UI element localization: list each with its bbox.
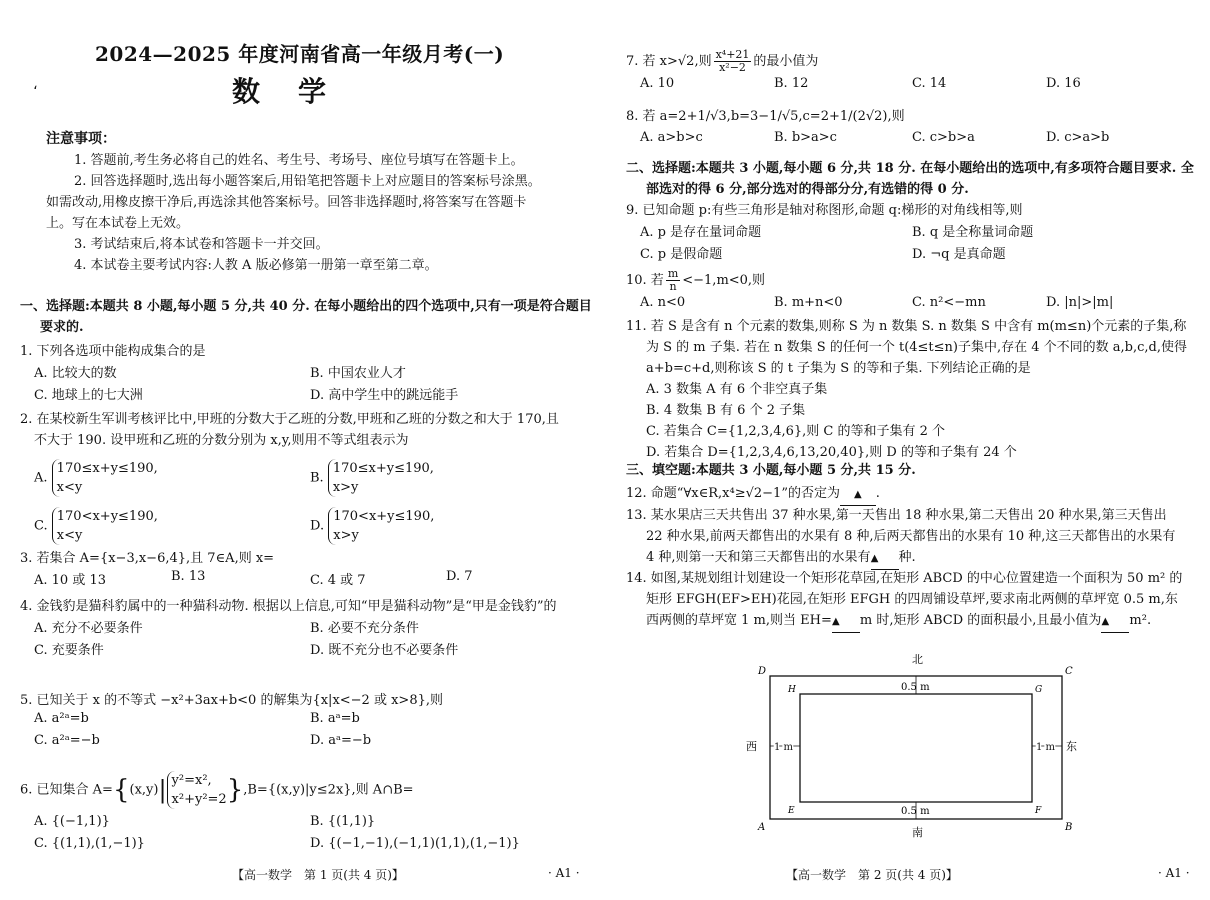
question-12: 12. 命题“∀x∈R,x⁴≥√2−1”的否定为 ▲ . [626, 483, 880, 506]
rect-efgh [800, 694, 1032, 802]
q1-option-a: A. 比较大的数 [34, 366, 117, 381]
q9-option-b: B. q 是全称量词命题 [912, 225, 1034, 240]
label-top-width: 0.5 m [901, 682, 930, 693]
q5-option-d: D. aᵃ=−b [310, 733, 372, 748]
q4-option-b: B. 必要不充分条件 [310, 621, 419, 636]
q6-options [20, 814, 600, 858]
label-north: 北 [912, 653, 923, 666]
label-right-width: 1 m [1036, 742, 1056, 753]
q2-option-d: D. 170<x+y≤190, x>y [310, 509, 435, 543]
question-3 [20, 548, 590, 591]
question-1 [20, 341, 590, 406]
label-south: 南 [912, 826, 923, 839]
vertex-c: C [1065, 666, 1073, 677]
q10-option-d: D. |n|>|m| [1046, 295, 1114, 310]
q4-option-d: D. 既不充分也不必要条件 [310, 643, 459, 658]
q4-option-c: C. 充要条件 [34, 643, 104, 658]
label-west: 西 [746, 740, 757, 753]
notes-title: 注意事项： [46, 131, 116, 147]
q6-option-d: D. {(−1,−1),(−1,1)(1,1),(1,−1)} [310, 836, 520, 851]
vertex-g: G [1035, 685, 1043, 695]
page-2 [606, 0, 1210, 900]
q8-option-a: A. a>b>c [640, 130, 703, 145]
q9-option-a: A. p 是存在量词命题 [640, 225, 762, 240]
question-8 [626, 106, 1196, 152]
label-east: 东 [1066, 740, 1077, 753]
q4-stem: 4. 金钱豹是猫科豹属中的一种猫科动物. 根据以上信息,可知“甲是猫科动物”是“甲是金钱豹”的 [20, 599, 557, 614]
q1-option-b: B. 中国农业人才 [310, 366, 406, 381]
q2-option-b: B. 170≤x+y≤190, x>y [310, 461, 434, 495]
q5-stem: 5. 已知关于 x 的不等式 −x²+3ax+b<0 的解集为{x|x<−2 或 x>8},则 [20, 693, 443, 708]
q5-option-c: C. a²ᵃ=−b [34, 733, 100, 748]
garden-figure [746, 650, 1086, 845]
vertex-a: A [758, 822, 766, 833]
q5-option-b: B. aᵃ=b [310, 711, 360, 726]
vertex-b: B [1065, 822, 1073, 833]
q3-option-d: D. 7 [446, 569, 473, 584]
question-11 [626, 316, 1196, 463]
page-1 [0, 0, 604, 900]
rect-abcd [770, 676, 1062, 819]
q14-answer-blank-1: ▲ [832, 611, 860, 633]
margin-mark: ، [33, 77, 38, 93]
notes-list [46, 150, 551, 276]
q8-option-b: B. b>a>c [774, 130, 837, 145]
q3-option-c: C. 4 或 7 [310, 573, 366, 588]
q8-option-d: D. c>a>b [1046, 130, 1110, 145]
q6-option-b: B. {(1,1)} [310, 814, 376, 829]
question-5 [20, 690, 590, 755]
q12-answer-blank: ▲ [840, 484, 876, 506]
q7-stem: 7. 若 x>√2,则 $\frac{\text{x⁴+21}}{\text{x²−2}}$ 的最小值为 [626, 48, 819, 74]
q6-stem-post: ,B={(x,y)|y≤2x},则 A∩B= [243, 782, 414, 798]
q3-option-b: B. 13 [171, 569, 206, 584]
note-2: 2. 回答选择题时,选出每小题答案后,用铅笔把答题卡上对应题目的答案标号涂黑。如需改动,用橡皮擦干净后,再选涂其他答案标号。回答非选择题时,将答案写在答题卡上。写在本试卷上无效。 [46, 174, 541, 231]
page-1-code: · A1 · [548, 866, 580, 880]
q2-option-a: A. 170≤x+y≤190, x<y [34, 461, 158, 495]
q3-stem: 3. 若集合 A={x−3,x−6,4},且 7∈A,则 x= [20, 551, 275, 566]
q13-answer-blank: ▲ [871, 548, 899, 570]
q10-option-c: C. n²<−mn [912, 295, 986, 310]
q14-answer-blank-2: ▲ [1101, 611, 1129, 633]
section-1-heading: 一、选择题:本题共 8 小题,每小题 5 分,共 40 分. 在每小题给出的四个选项中,只有一项是符合题目要求的. [20, 299, 592, 335]
vertex-d: D [758, 666, 767, 677]
vertex-e: E [788, 806, 795, 816]
q11-option-d: D. 若集合 D={1,2,3,4,6,13,20,40},则 D 的等和子集有 24 个 [646, 445, 1017, 460]
q7-option-c: C. 14 [912, 76, 947, 91]
page-1-footer: 【高一数学 第 1 页(共 4 页)】 [232, 868, 404, 882]
q8-option-c: C. c>b>a [912, 130, 975, 145]
q2-option-c: C. 170<x+y≤190, x<y [34, 509, 158, 543]
q8-stem: 8. 若 a=2+1/√3,b=3−1/√5,c=2+1/(2√2),则 [626, 109, 905, 124]
page-2-footer: 【高一数学 第 2 页(共 4 页)】 [786, 868, 958, 882]
q11-option-a: A. 3 数集 A 有 6 个非空真子集 [646, 382, 828, 397]
q9-stem: 9. 已知命题 p:有些三角形是轴对称图形,命题 q:梯形的对角线相等,则 [626, 203, 1023, 218]
exam-title: 2024—2025 年度河南省高一年级月考(一) [95, 42, 505, 66]
q11-option-c: C. 若集合 C={1,2,3,4,6},则 C 的等和子集有 2 个 [646, 424, 946, 439]
q3-option-a: A. 10 或 13 [34, 573, 107, 588]
q6-stem-pre: 6. 已知集合 A= [20, 782, 113, 798]
question-10 [626, 267, 1196, 317]
q10-option-b: B. m+n<0 [774, 295, 843, 310]
label-left-width: 1 m [774, 742, 794, 753]
section-2-heading: 二、选择题:本题共 3 小题,每小题 6 分,共 18 分. 在每小题给出的选项中,有多项符合题目要求. 全部选对的得 6 分,部分选对的得部分分,有选错的得 0 分. [626, 161, 1194, 197]
q4-option-a: A. 充分不必要条件 [34, 621, 143, 636]
section-3-heading: 三、填空题:本题共 3 小题,每小题 5 分,共 15 分. [626, 463, 916, 478]
question-6: 6. 已知集合 A={(x,y)| y²=x², x²+y²=2},B={(x,y)|y≤2x},则 A∩B= [20, 773, 414, 807]
note-1: 1. 答题前,考生务必将自己的姓名、考生号、考场号、座位号填写在答题卡上。 [74, 153, 524, 168]
q11-option-b: B. 4 数集 B 有 6 个 2 子集 [646, 403, 806, 418]
q1-option-c: C. 地球上的七大洲 [34, 388, 143, 403]
q6-option-c: C. {(1,1),(1,−1)} [34, 836, 145, 851]
q11-stem: 11. 若 S 是含有 n 个元素的数集,则称 S 为 n 数集 S. n 数集 S 中含有 m(m≤n)个元素的子集,称为 S 的 m 子集. 若在 n 数集 S 的任何一个 t(4≤t≤n)子集中,存在 4 个不同的数 a,b,c,d,使得 a+b=c+d,则称该 S 的 t 子集为 S 的等和子集. 下列结论正确的是 [626, 319, 1187, 376]
question-7 [626, 48, 1196, 98]
question-4 [20, 596, 580, 661]
question-2 [20, 409, 570, 451]
vertex-f: F [1035, 806, 1042, 816]
vertex-h: H [788, 685, 796, 695]
q7-option-b: B. 12 [774, 76, 809, 91]
question-9 [626, 200, 1196, 265]
q7-option-a: A. 10 [640, 76, 675, 91]
q2-stem: 2. 在某校新生军训考核评比中,甲班的分数大于乙班的分数,甲班和乙班的分数之和大于 170,且不大于 190. 设甲班和乙班的分数分别为 x,y,则用不等式组表示为 [20, 412, 559, 448]
subject-title: 数学 [232, 75, 365, 108]
label-bottom-width: 0.5 m [901, 806, 930, 817]
q9-option-c: C. p 是假命题 [640, 247, 723, 262]
question-13: 13. 某水果店三天共售出 37 种水果,第一天售出 18 种水果,第二天售出 20 种水果,第三天售出 22 种水果,前两天都售出的水果有 8 种,后两天都售出的水果有 10 种,这三天都售出的水果有 4 种,则第一天和第三天都售出的水果有▲ 种. [626, 505, 1186, 570]
note-4: 4. 本试卷主要考试内容:人教 A 版必修第一册第一章至第二章。 [74, 258, 438, 273]
q9-option-d: D. ¬q 是真命题 [912, 247, 1006, 262]
q10-option-a: A. n<0 [640, 295, 686, 310]
note-3: 3. 考试结束后,将本试卷和答题卡一并交回。 [74, 237, 329, 252]
page-2-code: · A1 · [1158, 866, 1190, 880]
q6-option-a: A. {(−1,1)} [34, 814, 110, 829]
q7-option-d: D. 16 [1046, 76, 1081, 91]
q1-stem: 1. 下列各选项中能构成集合的是 [20, 344, 206, 359]
question-14: 14. 如图,某规划组计划建设一个矩形花草园,在矩形 ABCD 的中心位置建造一个面积为 50 m² 的矩形 EFGH(EF>EH)花园,在矩形 EFGH 的四周铺设草坪,要求南北两侧的草坪宽 0.5 m,东西两侧的草坪宽 1 m,则当 EH=▲ m 时,矩形 ABCD 的面积最小,且最小值为▲ m². [626, 568, 1186, 633]
q1-option-d: D. 高中学生中的跳远能手 [310, 388, 459, 403]
q5-option-a: A. a²ᵃ=b [34, 711, 89, 726]
q10-stem: 10. 若 $\frac{m}{n}$ <−1,m<0,则 [626, 267, 766, 293]
